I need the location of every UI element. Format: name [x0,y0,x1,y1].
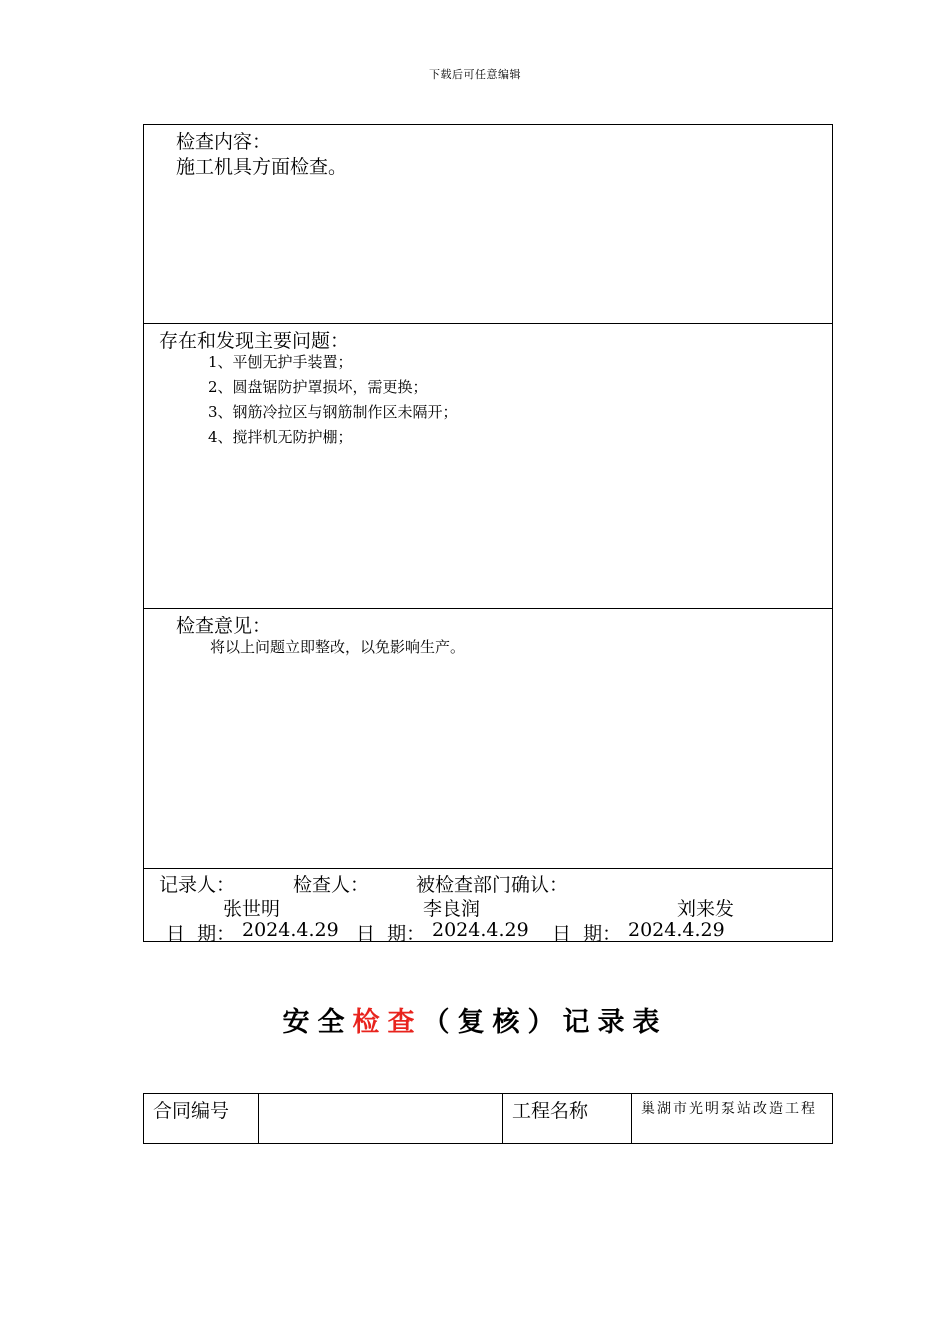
project-name-value: 巢湖市光明泵站改造工程 [641,1101,817,1117]
recorder-label: 记录人： [159,874,236,896]
form-title-part1: 安全 [282,1007,353,1038]
problem-item: 3、钢筋冷拉区与钢筋制作区未隔开； [208,403,458,421]
date-value-3: 2024.4.29 [628,919,725,941]
date-value-1: 2024.4.29 [242,919,339,941]
inspection-record-table [143,124,833,945]
project-name-label: 工程名称 [512,1100,589,1122]
problems-label: 存在和发现主要问题： [159,330,350,352]
contract-number-label: 合同编号 [153,1100,230,1122]
date-label-1: 日 期： [166,923,236,945]
opinion-text: 将以上问题立即整改，以免影响生产。 [210,638,466,656]
opinion-label: 检查意见： [176,615,272,637]
date-label-2: 日 期： [356,923,426,945]
inspection-content-label: 检查内容： [176,131,272,153]
contract-number-label-cell [144,1094,259,1143]
problems-section [144,324,832,609]
form-title [0,1000,950,1039]
date-label-3: 日 期： [552,923,622,945]
inspector-label: 检查人： [293,874,370,896]
contract-info-table [143,1093,833,1144]
form-title-part2: 检查 [352,1007,423,1038]
inspector-name: 李良润 [423,898,481,920]
contract-number-value-cell [259,1094,503,1143]
inspection-content-section [144,125,832,324]
inspection-content-text: 施工机具方面检查。 [176,156,348,178]
recorder-name: 张世明 [223,898,281,920]
problem-item: 2、圆盘锯防护罩损坏，需更换； [208,378,428,396]
date-value-2: 2024.4.29 [432,919,529,941]
dept-name: 刘来发 [677,898,735,920]
header-note: 下载后可任意编辑 [429,68,521,81]
problem-item: 4、搅拌机无防护棚； [208,428,353,446]
form-title-part3: （复核）记录表 [422,1007,668,1038]
opinion-section [144,609,832,869]
signature-section [144,869,832,945]
project-name-label-cell [503,1094,632,1143]
project-name-value-cell [632,1094,832,1143]
problem-item: 1、平刨无护手装置； [208,353,353,371]
dept-confirm-label: 被检查部门确认： [416,874,569,896]
